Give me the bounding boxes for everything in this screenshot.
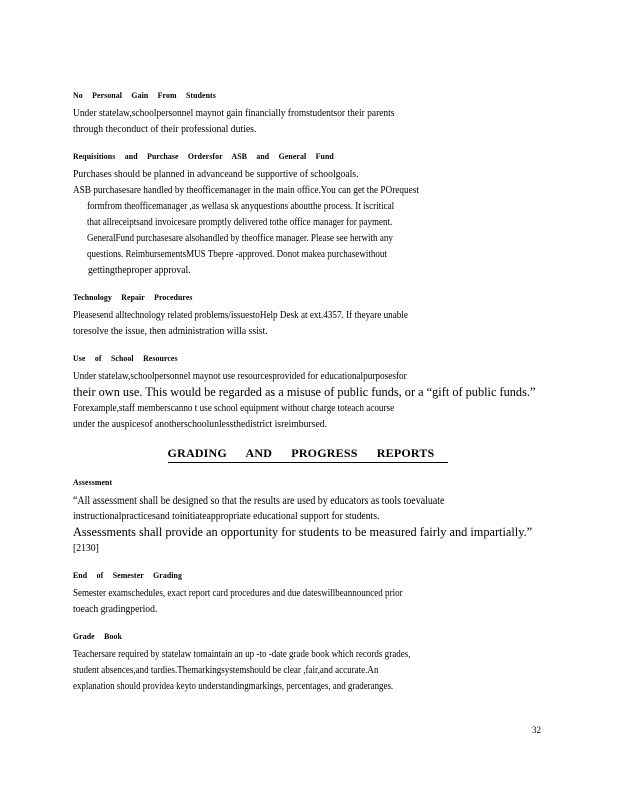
- section-heading: Grade Book: [73, 631, 122, 641]
- body-line: toeach gradingperiod.: [73, 603, 158, 615]
- body-line: GeneralFund purchasesare alsohandled by theoffice manager. Please see herwith any: [86, 232, 393, 244]
- section-grade-book: [73, 631, 543, 694]
- body-line: instructionalpracticesand toinitiateappropriate educational support for students.: [73, 510, 380, 522]
- body-line: explanation should providea keyto understandingmarkings, percentages, and graderanges.: [73, 680, 394, 692]
- body-line: through theconduct of their professional duties.: [73, 123, 257, 135]
- body-line: under the auspicesof anotherschoolunlessthedistrict isreimbursed.: [73, 418, 328, 430]
- section-heading: No Personal Gain From Students: [73, 90, 216, 100]
- body-line: their own use. This would be regarded as a misuse of public funds, or a “gift of public funds.”: [73, 385, 536, 399]
- section-personal-gain: [73, 90, 543, 137]
- section-end-of-semester: [73, 570, 543, 617]
- section-heading: End of Semester Grading: [73, 570, 182, 580]
- section-heading: Technology Repair Procedures: [73, 292, 193, 302]
- body-line: [2130]: [73, 542, 99, 554]
- body-line: Forexample,staff memberscanno t use school equipment without charge toteach acourse: [73, 402, 395, 414]
- body-line: Under statelaw,schoolpersonnel maynot gain financially fromstudentsor their parents: [73, 107, 395, 119]
- section-heading: Requisitions and Purchase Ordersfor ASB and General Fund: [73, 151, 334, 161]
- body-line: Purchases should be planned in advanceand be supportive of schoolgoals.: [73, 168, 359, 180]
- body-line: formfrom theofficemanager ,as wellasa sk anyquestions aboutthe process. It iscritical: [86, 200, 395, 212]
- section-requisitions: [73, 151, 543, 278]
- section-heading: Assessment: [73, 477, 113, 487]
- grading-reports-title-text: GRADING AND PROGRESS REPORTS: [168, 446, 449, 463]
- body-line: gettingtheproper approval.: [87, 264, 191, 276]
- body-line: Teachersare required by statelaw tomaintain an up -to -date grade book which records grades,: [73, 648, 411, 660]
- body-line: questions. ReimbursementsMUS Tbepre -approved. Donot makea purchasewithout: [86, 248, 387, 260]
- body-line: Assessments shall provide an opportunity for students to be measured fairly and impartially.”: [73, 525, 533, 539]
- grading-reports-title: [73, 446, 543, 463]
- body-line: ASB purchasesare handled by theofficemanager in the main office.You can get the POrequest: [73, 184, 419, 196]
- page-number: 32: [532, 725, 541, 735]
- body-line: toresolve the issue, then administration willa ssist.: [73, 325, 268, 337]
- section-technology-repair: [73, 292, 543, 339]
- body-line: “All assessment shall be designed so that the results are used by educators as tools toevaluate: [73, 493, 445, 507]
- body-line: student absences,and tardies.Themarkingsystemshould be clear ,fair,and accurate.An: [73, 664, 379, 676]
- body-line: Pleasesend alltechnology related problems/issuestoHelp Desk at ext.4357. If theyare unable: [73, 309, 408, 321]
- body-line: Semester examschedules, exact report card procedures and due dateswillbeannounced prior: [73, 587, 403, 599]
- section-assessment: [73, 477, 543, 556]
- body-line: that allreceiptsand invoicesare promptly delivered tothe office manager for payment.: [86, 216, 393, 228]
- document-page: [73, 90, 543, 708]
- body-line: Under statelaw,schoolpersonnel maynot use resourcesprovided for educationalpurposesfor: [73, 370, 407, 382]
- section-heading: Use of School Resources: [73, 353, 178, 363]
- section-school-resources: [73, 353, 543, 432]
